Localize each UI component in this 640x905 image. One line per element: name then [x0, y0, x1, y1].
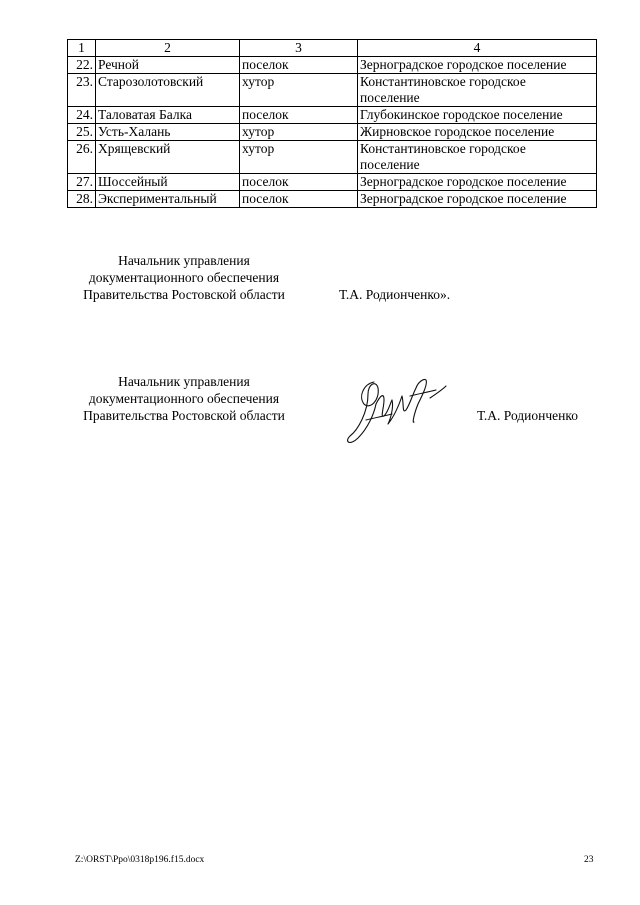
- row-number-cell: 27.: [68, 174, 96, 191]
- handwritten-signature: [344, 374, 448, 448]
- row-number-cell: 26.: [68, 141, 96, 174]
- signature-block-2-title: [66, 373, 302, 424]
- municipality-line: Зерноградское городское поселение: [360, 174, 567, 189]
- table-row: [68, 107, 597, 124]
- municipality-line: поселение: [360, 157, 420, 172]
- settlement-name-cell: Речной: [96, 57, 240, 74]
- settlement-name-cell: Экспериментальный: [96, 191, 240, 208]
- column-header: 3: [240, 40, 358, 57]
- settlement-name-cell: Таловатая Балка: [96, 107, 240, 124]
- position-line: Начальник управления: [118, 253, 250, 268]
- page-number: 23: [584, 855, 594, 865]
- table-header-row: [68, 40, 597, 57]
- settlement-type-cell: поселок: [240, 174, 358, 191]
- municipality-cell: [358, 74, 597, 107]
- municipality-cell: [358, 124, 597, 141]
- settlement-type-cell: хутор: [240, 74, 358, 107]
- row-number-cell: 24.: [68, 107, 96, 124]
- municipality-line: Жирновское городское поселение: [360, 124, 555, 139]
- municipality-cell: [358, 141, 597, 174]
- table-row: [68, 74, 597, 107]
- position-line: Начальник управления: [118, 374, 250, 389]
- table-row: [68, 124, 597, 141]
- column-header: 1: [68, 40, 96, 57]
- settlement-type-cell: поселок: [240, 57, 358, 74]
- row-number-cell: 23.: [68, 74, 96, 107]
- column-header: 4: [358, 40, 597, 57]
- column-header: 2: [96, 40, 240, 57]
- settlement-type-cell: хутор: [240, 124, 358, 141]
- municipality-line: Зерноградское городское поселение: [360, 57, 567, 72]
- municipality-cell: [358, 174, 597, 191]
- position-line: документационного обеспечения: [88, 391, 280, 406]
- settlement-type-cell: поселок: [240, 107, 358, 124]
- row-number-cell: 28.: [68, 191, 96, 208]
- municipality-line: Зерноградское городское поселение: [360, 191, 567, 206]
- settlement-name-cell: Шоссейный: [96, 174, 240, 191]
- position-line: документационного обеспечения: [88, 270, 280, 285]
- municipality-line: Константиновское городское: [360, 74, 526, 89]
- table-row: [68, 174, 597, 191]
- municipality-line: Константиновское городское: [360, 141, 526, 156]
- municipality-line: Глубокинское городское поселение: [360, 107, 563, 122]
- position-line: Правительства Ростовской области: [83, 408, 285, 423]
- settlement-name-cell: Усть-Халань: [96, 124, 240, 141]
- settlement-name-cell: Хрящевский: [96, 141, 240, 174]
- table-row: [68, 57, 597, 74]
- table-row: [68, 141, 597, 174]
- file-path: Z:\ORST\Ppo\0318p196.f15.docx: [75, 855, 205, 865]
- signature-block-2-name: Т.А. Родионченко: [477, 408, 578, 423]
- settlement-type-cell: хутор: [240, 141, 358, 174]
- settlement-name-cell: Старозолотовский: [96, 74, 240, 107]
- position-line: Правительства Ростовской области: [83, 287, 285, 302]
- municipality-line: поселение: [360, 90, 420, 105]
- row-number-cell: 22.: [68, 57, 96, 74]
- signature-block-1-title: [66, 252, 302, 303]
- municipality-cell: [358, 191, 597, 208]
- row-number-cell: 25.: [68, 124, 96, 141]
- municipality-cell: [358, 107, 597, 124]
- table-row: [68, 191, 597, 208]
- settlement-type-cell: поселок: [240, 191, 358, 208]
- municipality-cell: [358, 57, 597, 74]
- settlements-table: [67, 39, 597, 208]
- signature-block-1-name: Т.А. Родионченко».: [339, 287, 451, 302]
